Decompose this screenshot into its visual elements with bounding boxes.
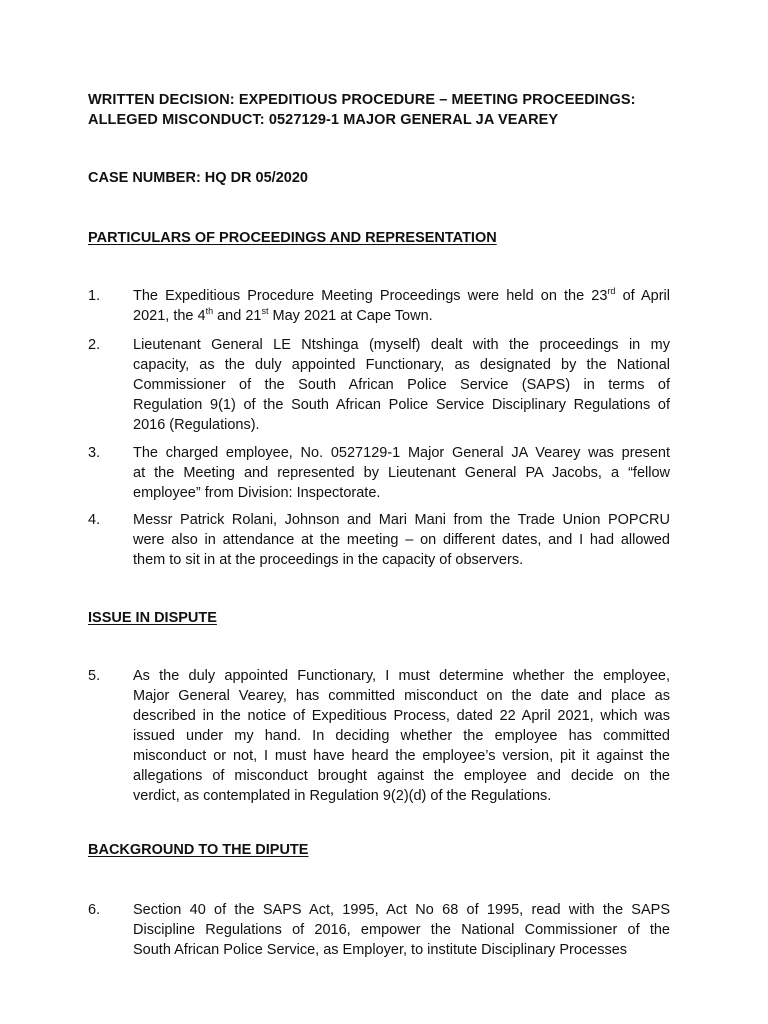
- paragraph-number: 4.: [88, 512, 101, 528]
- paragraph-line: Messr Patrick Rolani, Johnson and Mari Mani from the Trade Union POPCRU: [133, 512, 670, 528]
- ordinal-suffix: rd: [607, 286, 616, 297]
- paragraph-body: [133, 510, 670, 570]
- paragraph-line: Regulation 9(1) of the South African Police Service Disciplinary Regulations of: [133, 397, 670, 413]
- paragraph-line: verdict, as contemplated in Regulation 9(2)(d) of the Regulations.: [133, 788, 552, 804]
- paragraph-line: 2021, the 4th and 21st May 2021 at Cape Town.: [133, 306, 433, 324]
- paragraph-line: capacity, as the duly appointed Functionary, as designated by the National: [133, 357, 670, 373]
- paragraph-line: Lieutenant General LE Ntshinga (myself) dealt with the proceedings in my: [133, 337, 670, 353]
- heading-background: BACKGROUND TO THE DIPUTE: [88, 842, 309, 858]
- paragraph-2: [88, 335, 670, 435]
- paragraph-body: [133, 335, 670, 435]
- case-number: CASE NUMBER: HQ DR 05/2020: [88, 170, 308, 186]
- heading-particulars: PARTICULARS OF PROCEEDINGS AND REPRESENTATION: [88, 230, 497, 246]
- paragraph-line: As the duly appointed Functionary, I must determine whether the employee,: [133, 668, 670, 684]
- paragraph-number: 6.: [88, 902, 101, 918]
- paragraph-body: [133, 286, 670, 326]
- paragraph-line: described in the notice of Expeditious Process, dated 22 April 2021, which was: [133, 708, 670, 724]
- title-line-1: WRITTEN DECISION: EXPEDITIOUS PROCEDURE – MEETING PROCEEDINGS:: [88, 92, 636, 108]
- paragraph-number: 3.: [88, 445, 101, 461]
- paragraph-line: The Expeditious Procedure Meeting Proceedings were held on the 23rd of April: [133, 286, 671, 304]
- paragraph-5: [88, 666, 670, 806]
- document-title: [88, 90, 688, 130]
- paragraph-line: at the Meeting and represented by Lieutenant General PA Jacobs, a “fellow: [133, 465, 670, 481]
- paragraph-line: Discipline Regulations of 2016, empower the National Commissioner of the: [133, 922, 670, 938]
- paragraph-line: them to sit in at the proceedings in the capacity of observers.: [133, 552, 524, 568]
- paragraph-6: [88, 900, 670, 960]
- paragraph-number: 1.: [88, 288, 101, 304]
- paragraph-line: South African Police Service, as Employer, to institute Disciplinary Processes: [133, 942, 628, 958]
- paragraph-line: issued under my hand. In deciding whether the employee has committed: [133, 728, 670, 744]
- paragraph-line: The charged employee, No. 0527129-1 Major General JA Vearey was present: [133, 445, 670, 461]
- paragraph-body: [133, 666, 670, 806]
- paragraph-line: Commissioner of the South African Police Service (SAPS) in terms of: [133, 377, 670, 393]
- paragraph-line: misconduct or not, I must have heard the employee’s version, pit it against the: [133, 748, 670, 764]
- paragraph-3: [88, 443, 670, 503]
- paragraph-number: 2.: [88, 337, 101, 353]
- heading-issue-in-dispute: ISSUE IN DISPUTE: [88, 610, 217, 626]
- ordinal-suffix: th: [205, 306, 214, 317]
- paragraph-body: [133, 900, 670, 960]
- paragraph-1: [88, 286, 670, 326]
- paragraph-body: [133, 443, 670, 503]
- ordinal-suffix: st: [261, 306, 269, 317]
- paragraph-4: [88, 510, 670, 570]
- paragraph-line: allegations of misconduct brought against the employee and decide on the: [133, 768, 670, 784]
- title-line-2: ALLEGED MISCONDUCT: 0527129-1 MAJOR GENERAL JA VEAREY: [88, 112, 559, 128]
- paragraph-line: employee” from Division: Inspectorate.: [133, 485, 381, 501]
- paragraph-line: were also in attendance at the meeting – on different dates, and I had allowed: [133, 532, 670, 548]
- paragraph-line: 2016 (Regulations).: [133, 417, 260, 433]
- paragraph-line: Major General Vearey, has committed misconduct on the date and place as: [133, 688, 670, 704]
- paragraph-line: Section 40 of the SAPS Act, 1995, Act No 68 of 1995, read with the SAPS: [133, 902, 670, 918]
- paragraph-number: 5.: [88, 668, 101, 684]
